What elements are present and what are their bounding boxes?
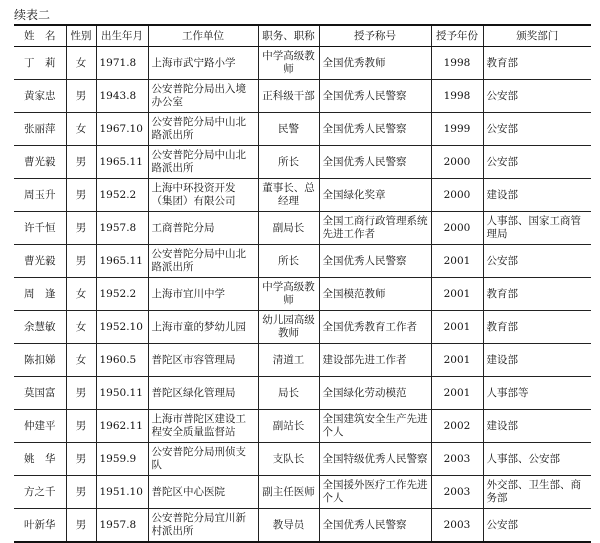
cell-birth: 1959.9 <box>96 443 148 476</box>
cell-dept: 外交部、卫生部、商务部 <box>483 476 591 509</box>
cell-year: 1999 <box>431 113 483 146</box>
cell-birth: 1957.8 <box>96 212 148 245</box>
cell-year: 2001 <box>431 344 483 377</box>
cell-year: 2002 <box>431 410 483 443</box>
cell-position: 副局长 <box>258 212 319 245</box>
cell-position: 教导员 <box>258 509 319 543</box>
cell-honor: 全国援外医疗工作先进个人 <box>319 476 431 509</box>
cell-year: 2003 <box>431 509 483 543</box>
table-row <box>14 146 591 179</box>
cell-year: 2001 <box>431 245 483 278</box>
cell-year: 2000 <box>431 179 483 212</box>
cell-birth: 1951.10 <box>96 476 148 509</box>
cell-year: 2003 <box>431 443 483 476</box>
cell-position: 副站长 <box>258 410 319 443</box>
cell-year: 2000 <box>431 146 483 179</box>
table-row <box>14 80 591 113</box>
cell-unit: 公安普陀分局出入境办公室 <box>148 80 258 113</box>
cell-dept: 公安部 <box>483 146 591 179</box>
cell-name: 莫国富 <box>14 377 66 410</box>
cell-honor: 全国建筑安全生产先进个人 <box>319 410 431 443</box>
cell-position: 所长 <box>258 146 319 179</box>
cell-birth: 1943.8 <box>96 80 148 113</box>
cell-gender: 男 <box>66 476 96 509</box>
cell-dept: 公安部 <box>483 245 591 278</box>
cell-dept: 公安部 <box>483 80 591 113</box>
table-row <box>14 410 591 443</box>
cell-unit: 公安普陀分局刑侦支队 <box>148 443 258 476</box>
table-row <box>14 509 591 543</box>
cell-position: 所长 <box>258 245 319 278</box>
cell-year: 2001 <box>431 377 483 410</box>
header-year: 授予年份 <box>431 25 483 47</box>
cell-honor: 全国特级优秀人民警察 <box>319 443 431 476</box>
cell-honor: 全国工商行政管理系统先进工作者 <box>319 212 431 245</box>
cell-unit: 上海市武宁路小学 <box>148 47 258 80</box>
cell-position: 清道工 <box>258 344 319 377</box>
cell-gender: 男 <box>66 146 96 179</box>
cell-year: 1998 <box>431 47 483 80</box>
cell-honor: 全国优秀教师 <box>319 47 431 80</box>
cell-dept: 公安部 <box>483 113 591 146</box>
cell-gender: 男 <box>66 80 96 113</box>
cell-honor: 全国优秀人民警察 <box>319 245 431 278</box>
cell-birth: 1952.2 <box>96 278 148 311</box>
cell-dept: 人事部、国家工商管理局 <box>483 212 591 245</box>
table-row <box>14 47 591 80</box>
cell-unit: 公安普陀分局中山北路派出所 <box>148 113 258 146</box>
cell-gender: 男 <box>66 212 96 245</box>
cell-dept: 人事部、公安部 <box>483 443 591 476</box>
table-row <box>14 179 591 212</box>
cell-gender: 女 <box>66 311 96 344</box>
cell-unit: 上海市普陀区建设工程安全质量监督站 <box>148 410 258 443</box>
table-row <box>14 311 591 344</box>
cell-gender: 男 <box>66 443 96 476</box>
table-row <box>14 113 591 146</box>
cell-dept: 教育部 <box>483 278 591 311</box>
award-table <box>14 24 591 543</box>
cell-dept: 建设部 <box>483 179 591 212</box>
cell-unit: 普陀区绿化管理局 <box>148 377 258 410</box>
table-body <box>14 47 591 543</box>
cell-unit: 普陀区市容管理局 <box>148 344 258 377</box>
cell-birth: 1960.5 <box>96 344 148 377</box>
cell-name: 余慧敏 <box>14 311 66 344</box>
cell-dept: 建设部 <box>483 410 591 443</box>
cell-birth: 1957.8 <box>96 509 148 543</box>
cell-birth: 1965.11 <box>96 146 148 179</box>
cell-birth: 1952.10 <box>96 311 148 344</box>
cell-position: 中学高级教师 <box>258 278 319 311</box>
cell-unit: 公安普陀分局宜川新村派出所 <box>148 509 258 543</box>
cell-honor: 全国优秀人民警察 <box>319 509 431 543</box>
cell-unit: 上海中环投资开发（集团）有限公司 <box>148 179 258 212</box>
cell-honor: 全国优秀人民警察 <box>319 80 431 113</box>
cell-unit: 普陀区中心医院 <box>148 476 258 509</box>
cell-gender: 女 <box>66 113 96 146</box>
cell-unit: 公安普陀分局中山北路派出所 <box>148 146 258 179</box>
cell-year: 2003 <box>431 476 483 509</box>
header-name: 姓 名 <box>14 25 66 47</box>
cell-position: 董事长、总经理 <box>258 179 319 212</box>
cell-gender: 男 <box>66 245 96 278</box>
cell-birth: 1950.11 <box>96 377 148 410</box>
cell-honor: 全国模范教师 <box>319 278 431 311</box>
table-row <box>14 443 591 476</box>
cell-honor: 全国优秀人民警察 <box>319 146 431 179</box>
header-gender: 性别 <box>66 25 96 47</box>
header-row <box>14 25 591 47</box>
cell-gender: 男 <box>66 509 96 543</box>
page-title: 续表二 <box>14 8 51 22</box>
cell-gender: 女 <box>66 344 96 377</box>
cell-dept: 人事部等 <box>483 377 591 410</box>
cell-birth: 1967.10 <box>96 113 148 146</box>
cell-position: 局长 <box>258 377 319 410</box>
cell-name: 仲建平 <box>14 410 66 443</box>
cell-honor: 全国绿化奖章 <box>319 179 431 212</box>
cell-name: 曹光毅 <box>14 245 66 278</box>
cell-gender: 男 <box>66 377 96 410</box>
cell-dept: 公安部 <box>483 509 591 543</box>
table-row <box>14 212 591 245</box>
cell-position: 中学高级教师 <box>258 47 319 80</box>
cell-position: 民警 <box>258 113 319 146</box>
cell-birth: 1952.2 <box>96 179 148 212</box>
cell-birth: 1971.8 <box>96 47 148 80</box>
cell-position: 副主任医师 <box>258 476 319 509</box>
table-row <box>14 344 591 377</box>
cell-position: 支队长 <box>258 443 319 476</box>
cell-honor: 全国绿化劳动模范 <box>319 377 431 410</box>
cell-name: 周玉升 <box>14 179 66 212</box>
cell-dept: 建设部 <box>483 344 591 377</box>
cell-gender: 男 <box>66 179 96 212</box>
header-unit: 工作单位 <box>148 25 258 47</box>
cell-name: 许千恒 <box>14 212 66 245</box>
cell-birth: 1962.11 <box>96 410 148 443</box>
cell-gender: 女 <box>66 278 96 311</box>
header-honor: 授予称号 <box>319 25 431 47</box>
header-birth: 出生年月 <box>96 25 148 47</box>
cell-unit: 上海市童的梦幼儿园 <box>148 311 258 344</box>
cell-name: 张丽萍 <box>14 113 66 146</box>
table-row <box>14 377 591 410</box>
cell-year: 2000 <box>431 212 483 245</box>
table-row <box>14 245 591 278</box>
cell-position: 幼儿园高级教师 <box>258 311 319 344</box>
cell-honor: 建设部先进工作者 <box>319 344 431 377</box>
cell-unit: 公安普陀分局中山北路派出所 <box>148 245 258 278</box>
cell-year: 1998 <box>431 80 483 113</box>
cell-unit: 上海市宜川中学 <box>148 278 258 311</box>
cell-name: 陈扣娣 <box>14 344 66 377</box>
cell-gender: 男 <box>66 410 96 443</box>
cell-name: 姚 华 <box>14 443 66 476</box>
table-row <box>14 476 591 509</box>
cell-name: 方之千 <box>14 476 66 509</box>
cell-name: 丁 莉 <box>14 47 66 80</box>
cell-year: 2001 <box>431 311 483 344</box>
cell-name: 周 逢 <box>14 278 66 311</box>
header-position: 职务、职称 <box>258 25 319 47</box>
table-row <box>14 278 591 311</box>
cell-year: 2001 <box>431 278 483 311</box>
cell-gender: 女 <box>66 47 96 80</box>
cell-dept: 教育部 <box>483 311 591 344</box>
cell-unit: 工商普陀分局 <box>148 212 258 245</box>
cell-honor: 全国优秀教育工作者 <box>319 311 431 344</box>
cell-honor: 全国优秀人民警察 <box>319 113 431 146</box>
cell-name: 曹光毅 <box>14 146 66 179</box>
cell-position: 正科级干部 <box>258 80 319 113</box>
header-dept: 颁奖部门 <box>483 25 591 47</box>
cell-dept: 教育部 <box>483 47 591 80</box>
cell-birth: 1965.11 <box>96 245 148 278</box>
cell-name: 叶新华 <box>14 509 66 543</box>
cell-name: 黄家忠 <box>14 80 66 113</box>
